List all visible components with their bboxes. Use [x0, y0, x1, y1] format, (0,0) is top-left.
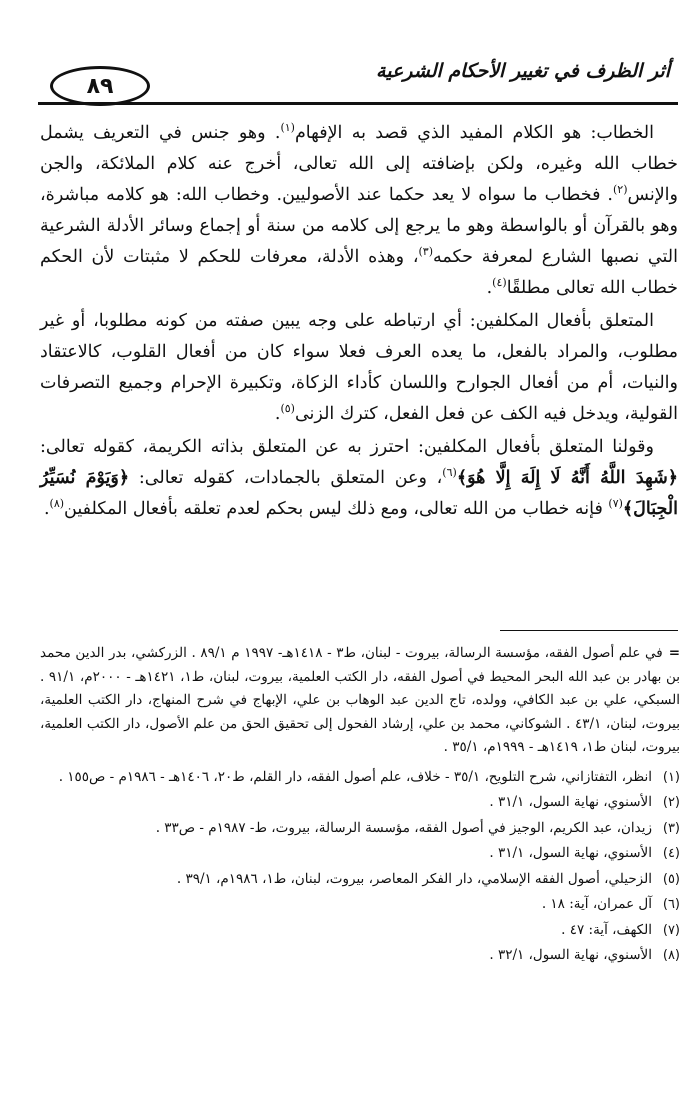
footnote-separator	[500, 630, 678, 631]
running-title: أثر الظرف في تغيير الأحكام الشرعية	[376, 60, 670, 82]
footnote-item: (٨) الأسنوي، نهاية السول، ٣٢/١ .	[489, 947, 680, 963]
paragraph-khitab: الخطاب: هو الكلام المفيد الذي قصد به الإفهام$^{(١)}$. وهو جنس في التعريف يشمل خطاب الله وغيره، ولكن بإضافته إلى الله تعالى، أخرج عنه كلام الملائكة، والجن والإنس$^{(٢)}$. فخطاب ما سواه لا يعد حكما عند الأصوليين. وخطاب الله: هو كلامه مباشرة، وهو بالقرآن أو بالواسطة وهو ما يرجع إلى كلامه من سنة أو إجماع وسائر الأدلة الشرعية التي نصبها الشارع لمعرفة حكمه$^{(٣)}$، وهذه الأدلة، معرفات للحكم لا مثبتات لأن الحكم خطاب الله تعالى مطلقًا$^{(٤)}$.	[40, 121, 678, 298]
footnote-item: (١) انظر، التفتازاني، شرح التلويح، ٣٥/١ - خلاف، علم أصول الفقه، دار القلم، ط٢٠، ١٤٠٦هـ - ١٩٨٦م - ص١٥٥ .	[58, 768, 680, 785]
footnote-continuation: =في علم أصول الفقه، مؤسسة الرسالة، بيروت - لبنان، ط٣ - ١٤١٨هـ- ١٩٩٧ م ٨٩/١ . الزركشي، بدر الدين محمد بن بهادر بن عبد الله البحر المحيط في أصول الفقه، دار الكتب العلمية، بيروت، لبنان، ط١، ١٤٢١هـ - ٢٠٠٠م، ٩١/١ . السبكي، علي بن عبد الكافي، وولده، تاج الدين عبد الوهاب بن علي، الإبهاج في شرح المنهاج، دار الكتب العلمية، بيروت، لبنان، ٤٣/١ . الشوكاني، محمد بن علي، إرشاد الفحول إلى تحقيق الحق من علم الأصول، دار الكتب العلمية، بيروت، لبنان ط١، ١٤١٩هـ - ١٩٩٩م، ٣٥/١ .	[40, 645, 680, 755]
paragraph-mutaalliq: المتعلق بأفعال المكلفين: أي ارتباطه على وجه يبين صفته من كونه مطلوبا، أو غير مطلوب، والمراد بالفعل، ما يعده العرف فعلا سواء كان من أفعال القلوب، كالاعتقاد والنيات، أم من أفعال الجوارح واللسان كأداء الزكاة، وتكبيرة الإحرام وجميع التصرفات القولية، ويدخل فيه الكف عن فعل الفعل، كترك الزنى$^{(٥)}$.	[40, 311, 678, 424]
page-header	[38, 52, 678, 108]
footnote-item: (٥) الزحيلي، أصول الفقه الإسلامي، دار الفكر المعاصر، بيروت، لبنان، ط١، ١٩٨٦م، ٣٩/١ .	[176, 870, 680, 887]
header-divider	[38, 102, 678, 105]
footnote-item: (٧) الكهف، آية: ٤٧ .	[561, 921, 680, 938]
footnotes	[40, 642, 680, 970]
footnote-item: (٣) زيدان، عبد الكريم، الوجيز في أصول الفقه، مؤسسة الرسالة، بيروت، ط- ١٩٨٧م - ص٣٣ .	[155, 819, 680, 836]
footnote-item: (٤) الأسنوي، نهاية السول، ٣١/١ .	[489, 845, 680, 861]
footnote-list	[40, 766, 680, 968]
paragraph-qawluna: وقولنا المتعلق بأفعال المكلفين: احترز به عن المتعلق بذاته الكريمة، كقوله تعالى: ﴿شَهِدَ اللَّهُ أَنَّهُ لَا إِلَهَ إِلَّا هُوَ﴾$^{(٦)}$، وعن المتعلق بالجمادات، كقوله تعالى: ﴿وَيَوْمَ نُسَيِّرُ الْجِبَالَ﴾$^{(٧)}$ فإنه خطاب من الله تعالى، ومع ذلك ليس بحكم لعدم تعلقه بأفعال المكلفين$^{(٨)}$.	[40, 437, 678, 519]
footnote-item: (٢) الأسنوي، نهاية السول، ٣١/١ .	[489, 794, 680, 810]
page-number: ٨٩	[50, 66, 150, 106]
footnote-item: (٦) آل عمران، آية: ١٨ .	[541, 896, 680, 912]
main-text	[40, 118, 678, 525]
